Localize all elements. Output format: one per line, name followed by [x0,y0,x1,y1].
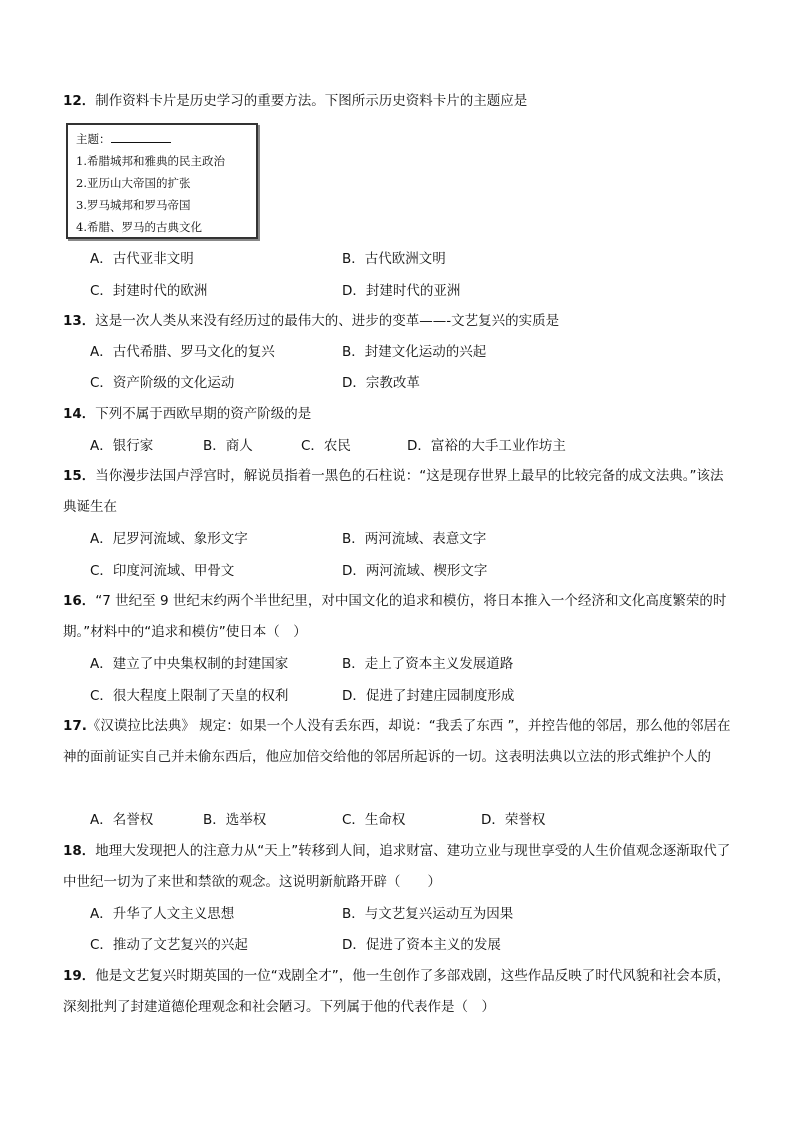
question-number: 15． [63,468,96,484]
question-text: 他是文艺复兴时期英国的一位“戏剧全才”，他一生创作了多部戏剧，这些作品反映了时代风貌和社会本质，深刻批判了封建道德伦理观念和社会陋习。下列属于他的代表作是（ ） [63,968,731,1015]
card-title: 主题： [76,128,248,150]
option-d[interactable]: D．富裕的大手工业作坊主 [407,438,566,454]
history-data-card [66,123,258,239]
card-item: 1.希腊城邦和雅典的民主政治 [76,154,225,168]
card-item: 2.亚历山大帝国的扩张 [76,176,191,190]
option-b[interactable]: B．选举权 [203,812,267,828]
option-d[interactable]: D．荣誉权 [481,812,546,828]
question-number: 19． [63,968,96,984]
option-a[interactable]: A．名誉权 [90,812,154,828]
option-b[interactable]: B．古代欧洲文明 [342,251,446,267]
question-16 [63,586,735,648]
question-19 [63,961,735,1023]
question-15 [63,461,735,523]
option-c[interactable]: C．资产阶级的文化运动 [90,375,235,391]
question-13 [63,306,735,337]
question-18 [63,836,735,898]
option-c[interactable]: C．生命权 [342,812,406,828]
option-a[interactable]: A．建立了中央集权制的封建国家 [90,656,289,672]
option-a[interactable]: A．古代希腊、罗马文化的复兴 [90,344,275,360]
question-number: 14． [63,406,96,422]
question-text: 这是一次人类从来没有经历过的最伟大的、进步的变革——-文艺复兴的实质是 [95,313,560,329]
option-b[interactable]: B．与文艺复兴运动互为因果 [342,906,514,922]
question-17 [63,711,735,773]
question-number: 17. [63,718,87,734]
option-c[interactable]: C．推动了文艺复兴的兴起 [90,937,248,953]
option-c[interactable]: C．农民 [301,438,351,454]
option-d[interactable]: D．促进了封建庄园制度形成 [342,688,515,704]
option-d[interactable]: D．封建时代的亚洲 [342,283,461,299]
question-text: 地理大发现把人的注意力从“天上”转移到人间，追求财富、建功立业与现世享受的人生价值观念逐渐取代了中世纪一切为了来世和禁欲的观念。这说明新航路开辟（ ） [63,843,731,890]
question-number: 18． [63,843,96,859]
question-14 [63,399,735,430]
option-b[interactable]: B．商人 [203,438,253,454]
question-text: 制作资料卡片是历史学习的重要方法。下图所示历史资料卡片的主题应是 [95,93,528,109]
question-text: 下列不属于西欧早期的资产阶级的是 [95,406,312,422]
question-text: 当你漫步法国卢浮宫时，解说员指着一黑色的石柱说：“这是现存世界上最早的比较完备的成文法典。”该法典诞生在 [63,468,724,515]
question-number: 13． [63,313,96,329]
option-a[interactable]: A．尼罗河流域、象形文字 [90,531,248,547]
answer-blank [111,130,171,143]
option-b[interactable]: B．走上了资本主义发展道路 [342,656,514,672]
question-text: “7 世纪至 9 世纪末约两个半世纪里，对中国文化的追求和模仿，将日本推入一个经济和文化高度繁荣的时期。”材料中的“追求和模仿”使日本（ ） [63,593,727,640]
option-d[interactable]: D．促进了资本主义的发展 [342,937,501,953]
option-a[interactable]: A．升华了人文主义思想 [90,906,235,922]
card-item: 4.希腊、罗马的古典文化 [76,220,202,234]
option-b[interactable]: B．封建文化运动的兴起 [342,344,487,360]
option-a[interactable]: A．古代亚非文明 [90,251,194,267]
option-c[interactable]: C．封建时代的欧洲 [90,283,208,299]
option-a[interactable]: A．银行家 [90,438,154,454]
option-c[interactable]: C．很大程度上限制了天皇的权利 [90,688,289,704]
option-b[interactable]: B．两河流域、表意文字 [342,531,487,547]
question-number: 16． [63,593,96,609]
question-number: 12． [63,93,96,109]
question-text: 《汉谟拉比法典》 规定：如果一个人没有丢东西，却说：“我丢了东西 ”，并控告他的邻居，那么他的邻居在神的面前证实自己并未偷东西后，他应加倍交给他的邻居所起诉的一切。这表明法典以立法的形式维护个人的 [63,718,731,765]
option-d[interactable]: D．宗教改革 [342,375,420,391]
card-item: 3.罗马城邦和罗马帝国 [76,198,191,212]
option-c[interactable]: C．印度河流域、甲骨文 [90,563,235,579]
option-d[interactable]: D．两河流域、楔形文字 [342,563,488,579]
question-12 [63,86,735,117]
